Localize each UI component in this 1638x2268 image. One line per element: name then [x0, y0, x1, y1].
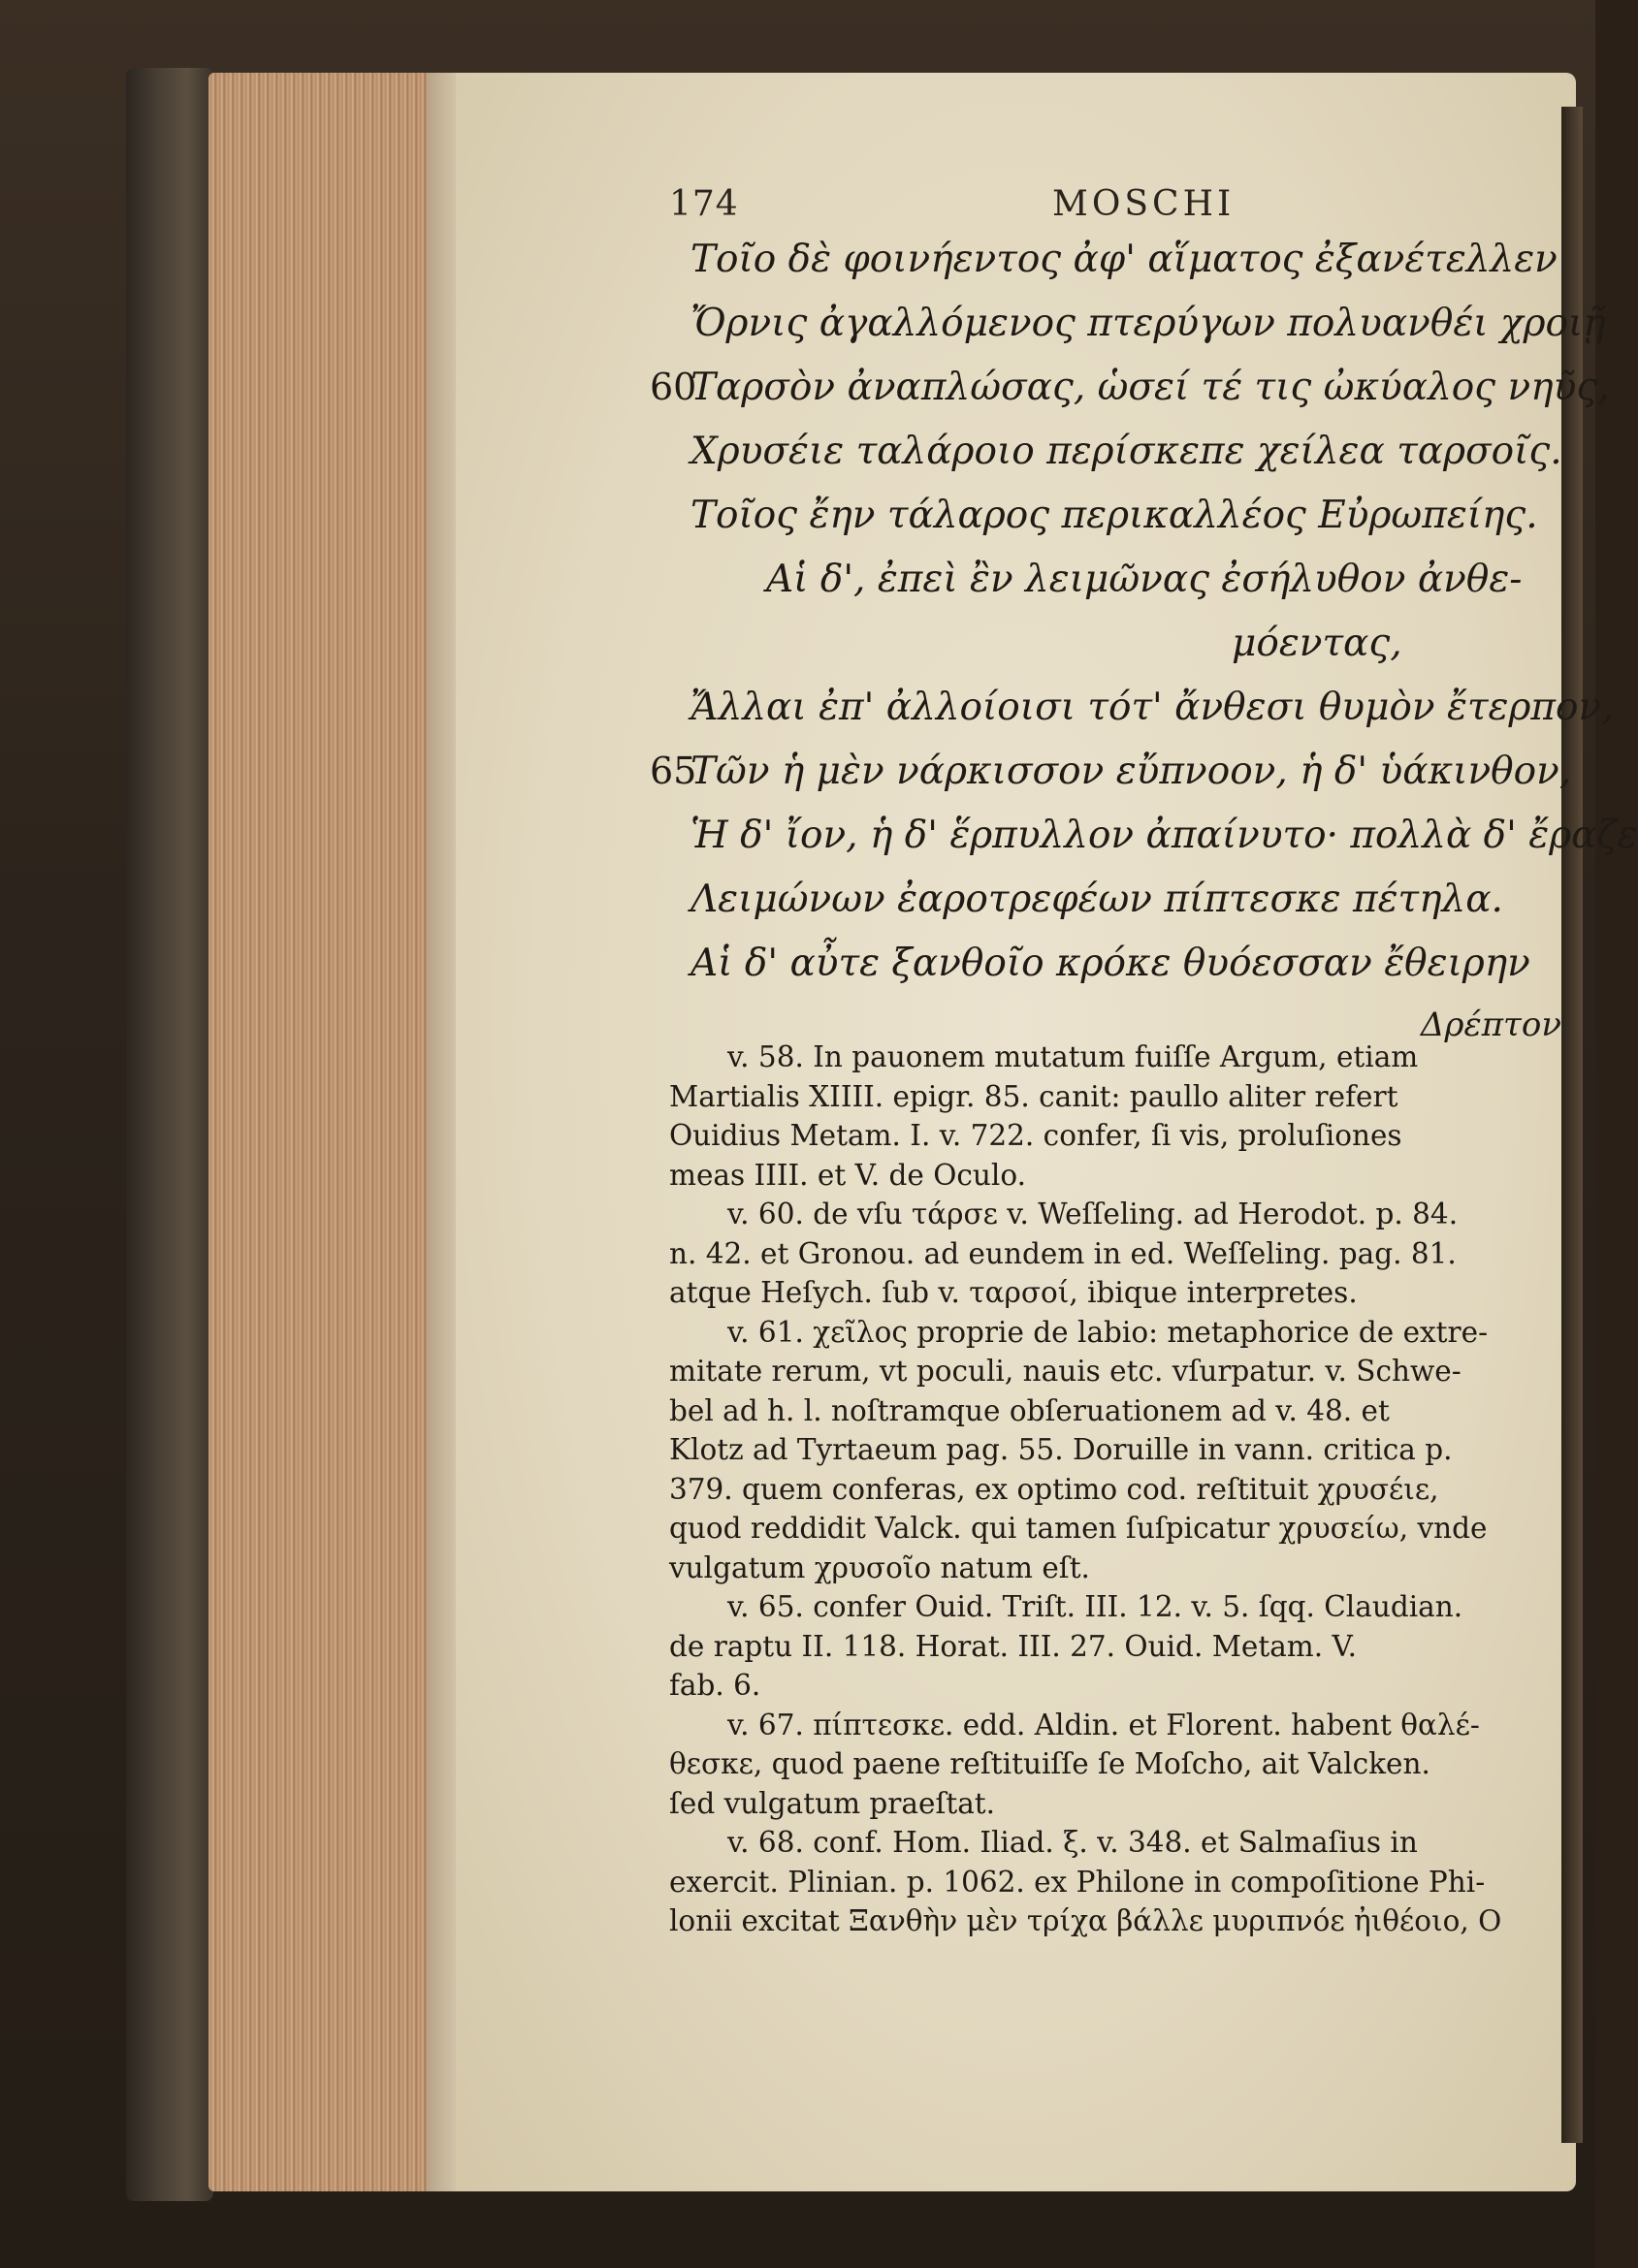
note-line: θεσκε, quod paene reſtituiſſe ſe Moſcho, ait Valcken.: [669, 1747, 1430, 1780]
note-line: Ouidius Metam. I. v. 722. confer, ſi vis, proluſiones: [669, 1119, 1402, 1152]
verse-line: Λειμώνων ἐαροτρεφέων πίπτεσκε πέτηλα.: [691, 878, 1503, 921]
commentary-notes: [669, 1038, 1561, 1941]
note-line: vulgatum χρυσοῖο natum eſt.: [669, 1550, 1090, 1584]
line-number: 65: [650, 750, 697, 792]
note-line: v. 58. In pauonem mutatum fuiſſe Argum, etiam: [727, 1040, 1419, 1073]
note-line: v. 67. πίπτεσκε. edd. Aldin. et Florent. habent θαλέ-: [727, 1708, 1480, 1741]
page-edges: [209, 73, 441, 2191]
note-line: exercit. Plinian. p. 1062. ex Philone in compoſitione Phi-: [669, 1865, 1486, 1899]
note-line: lonii excitat Ξανθὴν μὲν τρίχα βάλλε μυριπνόε ἠιθέοιο, Ο: [669, 1904, 1502, 1937]
verse-line: Αἱ δ' αὖτε ξανθοῖο κρόκε θυόεσσαν ἔθειρην: [691, 942, 1530, 985]
book-spine: [126, 68, 213, 2201]
verse-line: Ὄρνις ἀγαλλόμενος πτερύγων πολυανθέι χροιῇ: [691, 302, 1606, 345]
verse-line-continuation: μόεντας,: [1232, 622, 1402, 665]
note-line: bel ad h. l. noſtramque obſeruationem ad v. 48. et: [669, 1393, 1390, 1427]
note-line: meas IIII. et V. de Oculo.: [669, 1158, 1026, 1192]
catchword: Δρέπτον: [1420, 1006, 1561, 1044]
note-line: v. 61. χεῖλος proprie de labio: metaphorice de extre-: [727, 1315, 1489, 1349]
note-line: quod reddidit Valck. qui tamen ſuſpicatur χρυσείω, vnde: [669, 1512, 1488, 1545]
verse-line: Ἡ δ' ἴον, ἡ δ' ἕρπυλλον ἀπαίνυτο· πολλὰ δ' ἔραζε: [691, 814, 1638, 857]
note-line: v. 65. confer Ouid. Triſt. III. 12. v. 5. ſqq. Claudian.: [727, 1590, 1463, 1623]
note-line: atque Heſych. ſub v. ταρσοί, ibique interpretes.: [669, 1276, 1358, 1309]
verse-line: Χρυσέιε ταλάροιο περίσκεπε χείλεα ταρσοῖς.: [691, 430, 1562, 473]
note-line: mitate rerum, vt poculi, nauis etc. vſurpatur. v. Schwe-: [669, 1355, 1461, 1388]
verse-line: 60 Ταρσὸν ἀναπλώσας, ὡσεί τέ τις ὠκύαλος νηῦς,: [650, 366, 1610, 409]
page-number: 174: [669, 184, 739, 224]
line-number: 60: [650, 366, 697, 408]
note-line: n. 42. et Gronou. ad eundem in ed. Weſſeling. pag. 81.: [669, 1236, 1457, 1270]
note-line: 379. quem conferas, ex optimo cod. reſtituit χρυσέιε,: [669, 1472, 1439, 1506]
note-line: v. 68. conf. Hom. Iliad. ξ. v. 348. et Salmaſius in: [727, 1826, 1418, 1859]
note-line: ſed vulgatum praeſtat.: [669, 1786, 996, 1820]
note-line: Klotz ad Tyrtaeum pag. 55. Doruille in vann. critica p.: [669, 1433, 1453, 1466]
verse-line: Τοῖο δὲ φοινήεντος ἀφ' αἵματος ἐξανέτελλεν: [691, 238, 1558, 281]
note-line: v. 60. de vſu τάρσε v. Weſſeling. ad Herodot. p. 84.: [727, 1198, 1459, 1230]
verse-line: 65 Τῶν ἡ μὲν νάρκισσον εὔπνοον, ἡ δ' ὑάκινθον,: [650, 750, 1572, 793]
note-line: Martialis XIIII. epigr. 85. canit: paullo aliter refert: [669, 1079, 1398, 1113]
right-page-edge: [1561, 107, 1583, 2143]
verse-line: Τοῖος ἔην τάλαρος περικαλλέος Εὐρωπείης.: [691, 494, 1538, 537]
running-title: MOSCHI: [1052, 184, 1236, 224]
greek-verse-block: [650, 238, 1638, 1070]
note-line: fab. 6.: [669, 1669, 761, 1702]
verse-line: Αἱ δ', ἐπεὶ ἒν λειμῶνας ἐσήλυθον ἀνθε-: [766, 558, 1523, 601]
verse-line: Ἄλλαι ἐπ' ἀλλοίοισι τότ' ἄνθεσι θυμὸν ἔτερπον,: [691, 686, 1614, 729]
note-line: de raptu II. 118. Horat. III. 27. Ouid. Metam. V.: [669, 1629, 1358, 1663]
